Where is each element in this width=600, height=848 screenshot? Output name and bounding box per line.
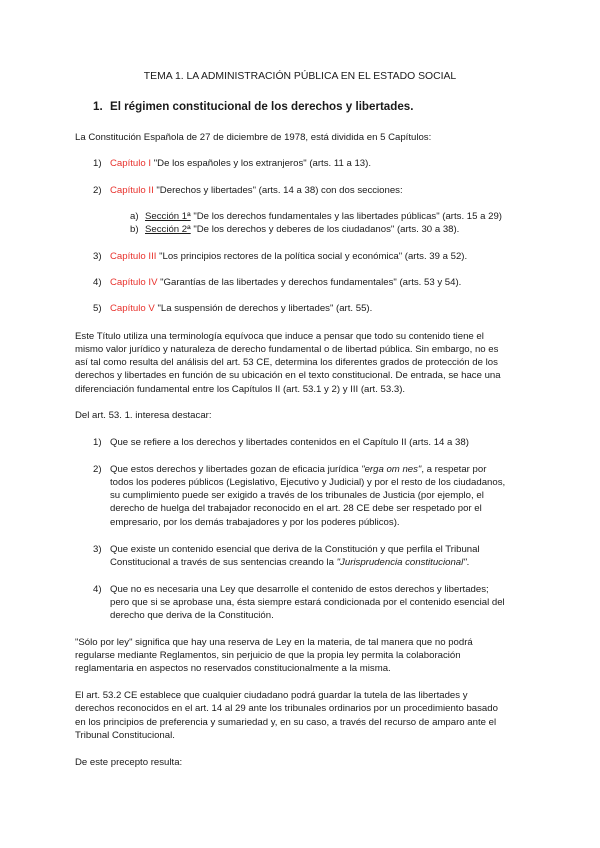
point-item <box>93 583 545 596</box>
section-letter: b) <box>130 224 139 235</box>
chapter-name: Capítulo II <box>110 185 154 196</box>
paragraph-line: así tal como resulta del análisis del art. 53 CE, determina los diferentes grados de protección de los <box>75 357 498 368</box>
chapter-number: 1) <box>93 158 102 169</box>
section-heading <box>93 100 545 113</box>
section-name: Sección 2ª <box>145 224 191 235</box>
paragraph-line: derechos reconocidos en el art. 14 al 29 ante los tribunales ordinarios por un procedimiento basado <box>75 703 498 714</box>
point-line: derecho de huelga del trabajador reconocido en el art. 28 CE debe ser respetado por el <box>110 503 482 514</box>
section-text: "De los derechos fundamentales y las libertades públicas" (arts. 15 a 29) <box>190 211 502 222</box>
section-item <box>130 223 582 236</box>
point-text: Que existe un contenido esencial que deriva de la Constitución y que perfila el Tribunal <box>110 544 480 555</box>
paragraph: De este precepto resulta: <box>75 757 183 768</box>
paragraph-line: reglamentaria en aspectos no reservados constitucionalmente a la misma. <box>75 663 391 674</box>
intro-paragraph: La Constitución Española de 27 de diciembre de 1978, está dividida en 5 Capítulos: <box>75 132 432 143</box>
point-number: 1) <box>93 437 102 448</box>
paragraph-line: Este Título utiliza una terminología equívoca que induce a pensar que todo su contenido tiene el <box>75 331 484 342</box>
paragraph-line: derechos y libertades en función de su ubicación en el texto constitucional. De entrada, se hace una <box>75 370 501 381</box>
section-name: Sección 1ª <box>145 211 191 222</box>
page-title: TEMA 1. LA ADMINISTRACIÓN PÚBLICA EN EL ESTADO SOCIAL <box>143 71 457 82</box>
point-text: Que no es necesaria una Ley que desarrolle el contenido de estos derechos y libertades; <box>110 584 489 595</box>
chapter-item <box>93 157 545 170</box>
point-line: empresario, por los demás trabajadores y por los poderes públicos). <box>110 517 400 528</box>
point-text-italic: "Jurisprudencia constitucional" <box>336 557 467 568</box>
paragraph-line: mismo valor jurídico y naturaleza de derecho fundamental o de libertad pública. Sin embargo, no es <box>75 344 499 355</box>
paragraph: Del art. 53. 1. interesa destacar: <box>75 410 212 421</box>
chapter-item <box>93 250 545 263</box>
point-text: Constitucional a través de sus sentencias creando la <box>110 557 337 568</box>
chapter-text: "Garantías de las libertades y derechos fundamentales" (arts. 53 y 54). <box>157 277 462 288</box>
chapter-name: Capítulo III <box>110 251 157 262</box>
point-item <box>93 543 545 556</box>
point-text: Que estos derechos y libertades gozan de eficacia jurídica <box>110 464 362 475</box>
chapter-name: Capítulo IV <box>110 277 158 288</box>
paragraph-line: regularse mediante Reglamentos, sin perjuicio de que la propia ley permita la colaboración <box>75 650 461 661</box>
chapter-item <box>93 302 545 315</box>
heading-text: El régimen constitucional de los derechos y libertades. <box>110 100 414 113</box>
point-line: pero que si se aprobase una, ésta siempre estará condicionada por el contenido esencial del <box>110 597 505 608</box>
chapter-item <box>93 184 545 197</box>
point-line: derecho que deriva de la Constitución. <box>110 610 274 621</box>
paragraph-line: El art. 53.2 CE establece que cualquier ciudadano podrá guardar la tutela de las libertades y <box>75 690 468 701</box>
section-letter: a) <box>130 211 139 222</box>
point-number: 2) <box>93 464 102 475</box>
chapter-number: 2) <box>93 185 102 196</box>
chapter-name: Capítulo I <box>110 158 152 169</box>
section-text: "De los derechos y deberes de los ciudadanos" (arts. 30 a 38). <box>190 224 460 235</box>
paragraph-line: en los principios de preferencia y sumariedad y, en su caso, a través del recurso de amparo ante el <box>75 717 497 728</box>
chapter-text: "Derechos y libertades" (arts. 14 a 38) con dos secciones: <box>153 185 403 196</box>
chapter-text: "Los principios rectores de la política social y económica" (arts. 39 a 52). <box>156 251 468 262</box>
point-text-italic: "erga om nes" <box>361 464 422 475</box>
section-item <box>130 210 582 223</box>
paragraph-line: Tribunal Constitucional. <box>75 730 175 741</box>
point-number: 4) <box>93 584 102 595</box>
point-item <box>93 463 545 476</box>
point-line <box>110 556 562 569</box>
chapter-text: "La suspensión de derechos y libertades" (art. 55). <box>154 303 373 314</box>
chapter-item <box>93 276 545 289</box>
point-text: , a respetar por <box>421 464 487 475</box>
heading-number: 1. <box>93 100 103 113</box>
point-number: 3) <box>93 544 102 555</box>
point-text: Que se refiere a los derechos y libertades contenidos en el Capítulo II (arts. 14 a 38) <box>110 437 469 448</box>
point-line: su cumplimiento puede ser exigido a través de los tribunales de Justicia (por ejemplo, el <box>110 490 484 501</box>
chapter-number: 3) <box>93 251 102 262</box>
point-line: todos los poderes públicos (Legislativo, Ejecutivo y Judicial) y por el resto de los ciudadanos, <box>110 477 506 488</box>
chapter-number: 5) <box>93 303 102 314</box>
point-text: . <box>466 557 470 568</box>
paragraph-line: diferenciación fundamental entre los Capítulos II (art. 53.1 y 2) y III (art. 53.3). <box>75 384 406 395</box>
chapter-text: "De los españoles y los extranjeros" (arts. 11 a 13). <box>151 158 372 169</box>
chapter-name: Capítulo V <box>110 303 155 314</box>
chapter-number: 4) <box>93 277 102 288</box>
paragraph-line: "Sólo por ley" significa que hay una reserva de Ley en la materia, de tal manera que no podrá <box>75 637 473 648</box>
point-item <box>93 436 545 449</box>
